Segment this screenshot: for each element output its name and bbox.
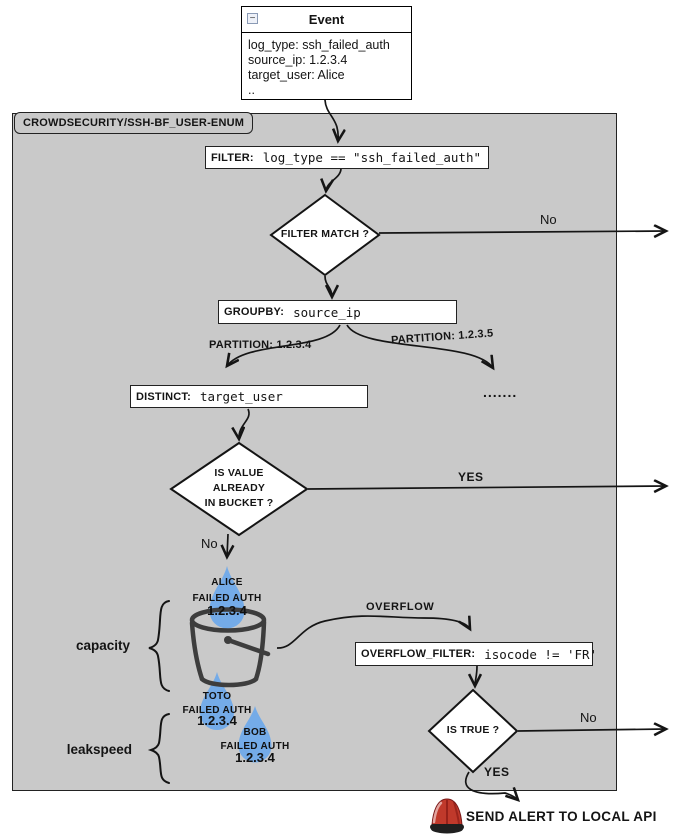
in-bucket-line: IN BUCKET ? [204,497,274,509]
is-true-text: IS TRUE ? [446,724,500,736]
edge-label-overflow: OVERFLOW [366,601,435,613]
event-body [242,33,411,103]
overflow-filter-node [355,642,598,666]
edge-label-filter-match-no: No [540,212,557,227]
drop-alice-event: FAILED AUTH [192,593,262,604]
edge-event-to-filter [325,100,338,141]
distinct-label: DISTINCT: [136,390,191,403]
drop-toto-ip: 1.2.3.4 [197,713,237,728]
drop-bob-ip: 1.2.3.4 [235,750,275,765]
leakspeed-brace [151,714,169,783]
drop-bob-name: BOB [243,727,267,738]
collapse-icon[interactable]: − [247,13,258,24]
edge-overflowfilter-to-istrue [475,666,477,686]
groupby-label: GROUPBY: [224,306,285,318]
distinct-node [130,385,368,408]
event-line: target_user: Alice [248,68,345,82]
leakspeed-label: leakspeed [66,742,132,757]
edge-label-in-bucket-yes: YES [458,470,484,484]
siren-icon [430,799,464,834]
edge-label-is-true-yes: YES [484,765,510,779]
groupby-code: source_ip [293,304,361,320]
event-line: source_ip: 1.2.3.4 [248,53,348,67]
drop-alice-name: ALICE [211,577,243,588]
in-bucket-line: ALREADY [212,482,266,494]
edge-label-is-true-no: No [580,710,597,725]
overflow-filter-code: isocode != 'FR' [484,646,598,662]
edge-bucket-yes [308,486,666,489]
drop-alice-ip: 1.2.3.4 [207,603,247,618]
filter-match-text: FILTER MATCH ? [280,228,370,240]
filter-code: log_type == "ssh_failed_auth" [262,150,481,165]
drop-toto-event: FAILED AUTH [182,705,252,716]
distinct-code: target_user [199,389,283,404]
edge-bucket-no [227,534,228,557]
partition-right-label: PARTITION: 1.2.3.5 [390,327,494,347]
capacity-brace [149,601,169,691]
groupby-node [218,300,457,324]
scenario-label: CROWDSECURITY/SSH-BF_USER-ENUM [14,112,253,134]
send-alert-label: SEND ALERT TO LOCAL API [466,809,657,824]
drop-toto-name: TOTO [202,691,232,702]
in-bucket-line: IS VALUE [214,467,264,479]
edge-label-in-bucket-no: No [201,536,218,551]
filter-node [205,146,489,169]
drop-bob-event: FAILED AUTH [220,741,290,752]
event-line: .. [248,83,255,97]
edge-filter-to-match [326,169,341,191]
edge-match-to-groupby [325,276,332,297]
event-node-header [242,7,411,33]
event-line: log_type: ssh_failed_auth [248,38,390,52]
overflow-filter-label: OVERFLOW_FILTER: [361,648,476,660]
capacity-label: capacity [75,638,130,653]
partition-left-label: PARTITION: 1.2.3.4 [209,339,312,351]
in-bucket-text [171,466,307,511]
filter-label: FILTER: [211,151,254,164]
event-title: Event [308,12,345,27]
edge-distinct-to-bucket-check [239,409,249,439]
edge-match-no [379,231,666,233]
partition-ellipsis: ....... [483,384,518,400]
edge-istrue-no [518,729,666,731]
event-node [241,6,412,100]
